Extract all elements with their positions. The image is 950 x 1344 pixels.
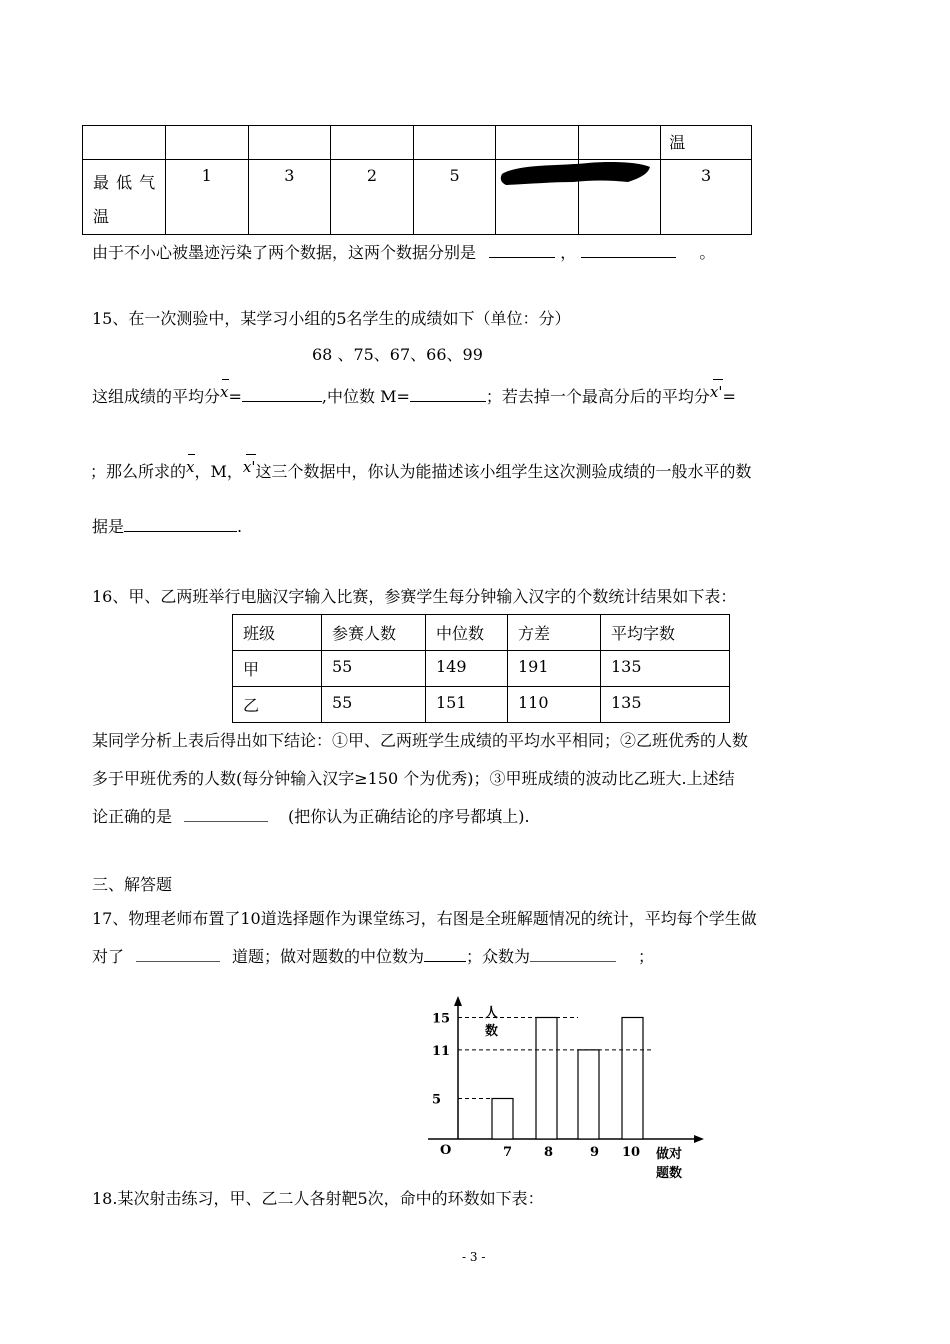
table-cell: 2: [331, 160, 414, 235]
q17-line2: 对了 道题；做对题数的中位数为 ；众数为 ；: [92, 947, 655, 966]
q15-line2: ；那么所求的 x，M， x'这三个数据中，你认为能描述该小组学生这次测验成绩的一般水平的数: [90, 459, 751, 482]
median-answer-blank[interactable]: [424, 947, 466, 962]
q14-answer-line: 由于不小心被墨迹污染了两个数据，这两个数据分别是 ， 。: [92, 243, 716, 262]
table-cell: 3: [248, 160, 331, 235]
y-axis-label: 人: [485, 1006, 499, 1021]
table-header-row: [233, 615, 730, 651]
table-cell: 甲: [233, 651, 322, 687]
ink-blot: [498, 158, 658, 194]
origin-label: O: [440, 1143, 452, 1158]
table-cell: 135: [601, 651, 730, 687]
q17-line1: 17、物理老师布置了10道选择题作为课堂练习，右图是全班解题情况的统计，平均每个学生做: [92, 909, 757, 928]
table-cell: 191: [508, 651, 601, 687]
average-blank[interactable]: [136, 947, 220, 962]
x-axis-label: 做对: [656, 1147, 683, 1162]
table-row: [233, 687, 730, 723]
table-cell: 5: [413, 160, 496, 235]
q15-line3: 据是 .: [92, 517, 243, 536]
typical-level-blank[interactable]: [124, 517, 237, 532]
q16-paragraph-line1: 某同学分析上表后得出如下结论：①甲、乙两班学生成绩的平均水平相同；②乙班优秀的人数: [92, 731, 749, 750]
answer-blank-1[interactable]: [489, 243, 555, 258]
x-tick-label: 8: [544, 1145, 554, 1160]
q18-intro: 18.某次射击练习，甲、乙二人各射靶5次，命中的环数如下表：: [92, 1189, 544, 1208]
column-header: 中位数: [426, 615, 508, 651]
x-tick-label: 9: [590, 1145, 600, 1160]
y-tick-label: 15: [432, 1011, 451, 1027]
bar: [622, 1018, 643, 1140]
column-header: 平均字数: [601, 615, 730, 651]
q16-paragraph-line2: 多于甲班优秀的人数(每分钟输入汉字≥150 个为优秀)；③甲班成绩的波动比乙班大.上述结: [92, 769, 735, 788]
y-axis-label: 数: [485, 1024, 499, 1039]
mode-answer-blank[interactable]: [530, 947, 616, 962]
bar: [492, 1099, 513, 1140]
y-tick-label: 11: [432, 1043, 451, 1059]
table-cell: 3: [661, 160, 752, 235]
x-prime-bar-symbol: x': [243, 458, 256, 476]
table-row: [83, 126, 752, 160]
x-prime-bar-symbol: x': [710, 383, 723, 401]
table-cell: 135: [601, 687, 730, 723]
conclusion-blank[interactable]: [184, 807, 268, 822]
table-cell: 151: [426, 687, 508, 723]
x-tick-label: 10: [622, 1145, 641, 1160]
table-cell: 55: [322, 651, 426, 687]
q15-scores: 68 、75、67、66、99: [312, 345, 483, 364]
table-cell: 55: [322, 687, 426, 723]
table-cell: 乙: [233, 687, 322, 723]
q16-paragraph-line3: 论正确的是 (把你认为正确结论的序号都填上).: [92, 807, 530, 826]
q16-intro: 16、甲、乙两班举行电脑汉字输入比赛，参赛学生每分钟输入汉字的个数统计结果如下表：: [92, 587, 737, 606]
column-header: 班级: [233, 615, 322, 651]
x-bar-symbol: x: [220, 383, 228, 401]
x-tick-label: 7: [503, 1145, 513, 1160]
median-blank[interactable]: [410, 387, 486, 402]
table-row: [233, 651, 730, 687]
bar-chart: [420, 990, 720, 1190]
mean-blank[interactable]: [242, 387, 322, 402]
typing-contest-table: [232, 614, 730, 723]
row-label-min-temp: 最 低 气 温: [83, 160, 166, 235]
table-cell: 149: [426, 651, 508, 687]
bar: [578, 1050, 599, 1139]
section-title: 三、解答题: [92, 875, 173, 894]
x-bar-symbol: x: [186, 458, 194, 476]
x-axis-arrow: [694, 1135, 704, 1143]
x-axis-label: 题数: [656, 1166, 683, 1181]
table-cell: 温: [661, 126, 752, 160]
column-header: 方差: [508, 615, 601, 651]
q15-line1: 这组成绩的平均分 x= ,中位数 M= ；若去掉一个最高分后的平均分 x'=: [92, 384, 736, 407]
table-cell: 1: [165, 160, 248, 235]
bar: [536, 1018, 557, 1140]
y-tick-label: 5: [432, 1092, 442, 1108]
page-number: - 3 -: [462, 1250, 486, 1264]
table-cell: 110: [508, 687, 601, 723]
y-axis-arrow: [454, 996, 462, 1006]
answer-blank-2[interactable]: [581, 243, 676, 258]
q15-intro: 15、在一次测验中，某学习小组的5名学生的成绩如下（单位：分）: [92, 309, 571, 328]
column-header: 参赛人数: [322, 615, 426, 651]
